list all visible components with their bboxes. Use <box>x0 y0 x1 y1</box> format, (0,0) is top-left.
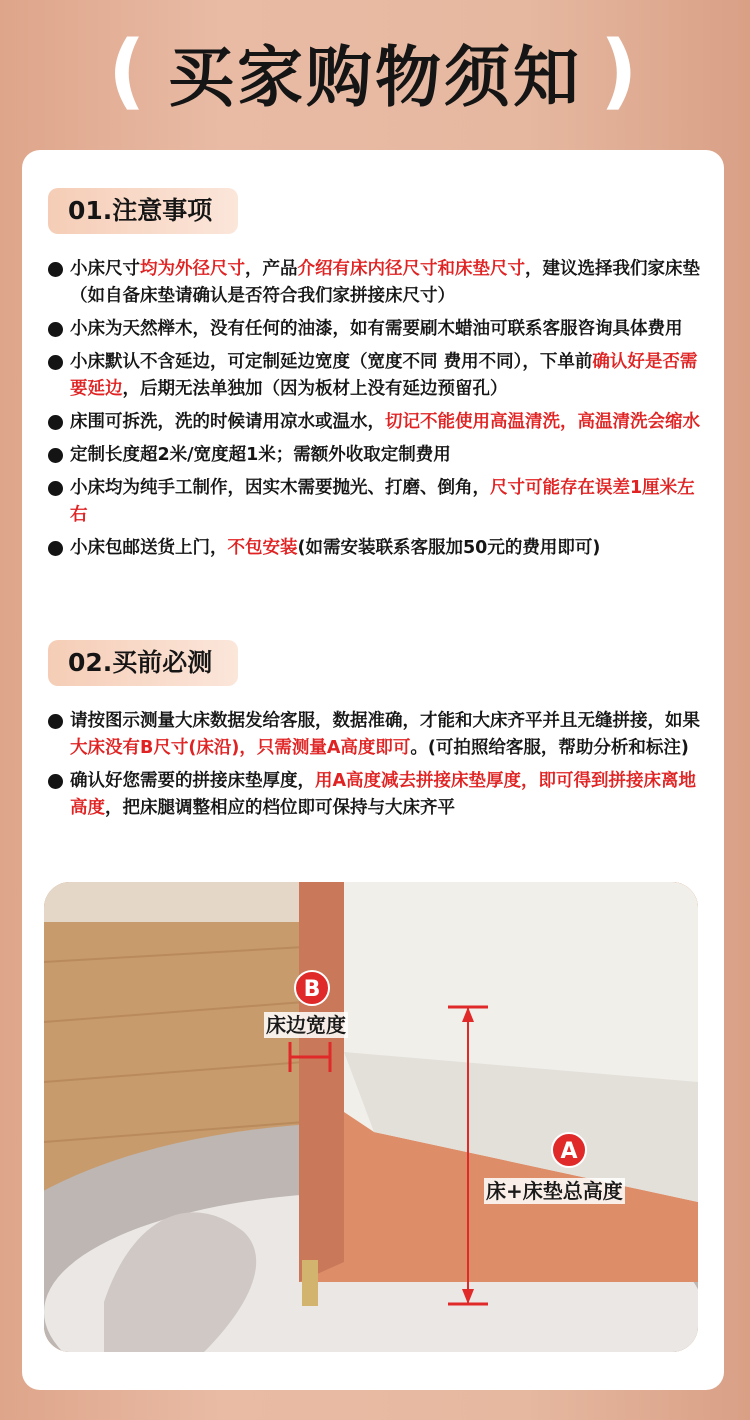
item-text: (如需安装联系客服加50元的费用即可) <box>297 538 601 558</box>
item-text: 小床默认不含延边，可定制延边宽度（宽度不同 费用不同），下单前 <box>70 352 593 372</box>
badge-b: B <box>294 970 330 1006</box>
label-bed-edge-width: 床边宽度 <box>266 1013 346 1037</box>
page-title: 买家购物须知 <box>168 39 582 116</box>
label-total-height: 床+床垫总高度 <box>486 1179 623 1203</box>
highlight-text: 切记不能使用高温清洗，高温清洗会缩水 <box>385 412 700 432</box>
item-text: ，后期无法单独加（因为板材上没有延边预留孔） <box>122 379 508 399</box>
measure-list <box>48 708 708 828</box>
list-item <box>48 409 708 436</box>
item-text: 定制长度超2米/宽度超1米；需额外收取定制费用 <box>70 445 451 465</box>
list-item <box>48 535 708 562</box>
title-paren-right: ) <box>600 24 638 119</box>
list-item <box>48 708 708 762</box>
bullet-icon <box>48 448 63 463</box>
item-text: 小床包邮送货上门， <box>70 538 228 558</box>
list-item <box>48 442 708 469</box>
item-text: 床围可拆洗，洗的时候请用凉水或温水， <box>70 412 385 432</box>
item-text: 小床尺寸 <box>70 259 140 279</box>
item-text: ，建议选择我们家床垫（如自备床垫请确认是否符合我们家拼接床尺寸） <box>70 259 700 306</box>
item-text: 确认好您需要的拼接床垫厚度， <box>70 771 315 791</box>
bullet-icon <box>48 714 63 729</box>
notice-card <box>22 150 724 1390</box>
list-item <box>48 316 708 343</box>
bullet-icon <box>48 322 63 337</box>
bullet-icon <box>48 262 63 277</box>
highlight-text: 介绍有床内径尺寸和床垫尺寸 <box>297 259 525 279</box>
highlight-text: 用A高度减去拼接床垫厚度，即可得到拼接床离地高度 <box>70 771 697 818</box>
highlight-text: 大床没有B尺寸(床沿)，只需测量A高度即可 <box>70 738 411 758</box>
item-text: 。(可拍照给客服，帮助分析和标注) <box>410 738 689 758</box>
title-banner <box>0 0 750 150</box>
highlight-text: 不包安装 <box>227 538 298 558</box>
title-paren-left: ( <box>108 24 146 119</box>
item-text: 小床为天然榉木，没有任何的油漆，如有需要刷木蜡油可联系客服咨询具体费用 <box>70 319 683 339</box>
list-item <box>48 256 708 310</box>
highlight-text: 尺寸可能存在误差1厘米左右 <box>70 478 695 525</box>
section-tag-measure: 02.买前必测 <box>48 640 238 686</box>
item-text: ，产品 <box>245 259 298 279</box>
highlight-text: 确认好是否需要延边 <box>70 352 698 399</box>
badge-a: A <box>551 1132 587 1168</box>
bullet-icon <box>48 355 63 370</box>
section-tag-notes: 01.注意事项 <box>48 188 238 234</box>
list-item <box>48 349 708 403</box>
bed-illustration <box>44 882 698 1352</box>
list-item <box>48 768 708 822</box>
list-item <box>48 475 708 529</box>
item-text: ，把床腿调整相应的档位即可保持与大床齐平 <box>105 798 455 818</box>
highlight-text: 均为外径尺寸 <box>140 259 245 279</box>
notes-list <box>48 256 708 568</box>
bullet-icon <box>48 541 63 556</box>
bullet-icon <box>48 481 63 496</box>
bullet-icon <box>48 415 63 430</box>
bullet-icon <box>48 774 63 789</box>
bed-measurement-photo <box>44 882 698 1352</box>
item-text: 请按图示测量大床数据发给客服，数据准确，才能和大床齐平并且无缝拼接，如果 <box>70 711 700 731</box>
item-text: 小床均为纯手工制作，因实木需要抛光、打磨、倒角， <box>70 478 490 498</box>
